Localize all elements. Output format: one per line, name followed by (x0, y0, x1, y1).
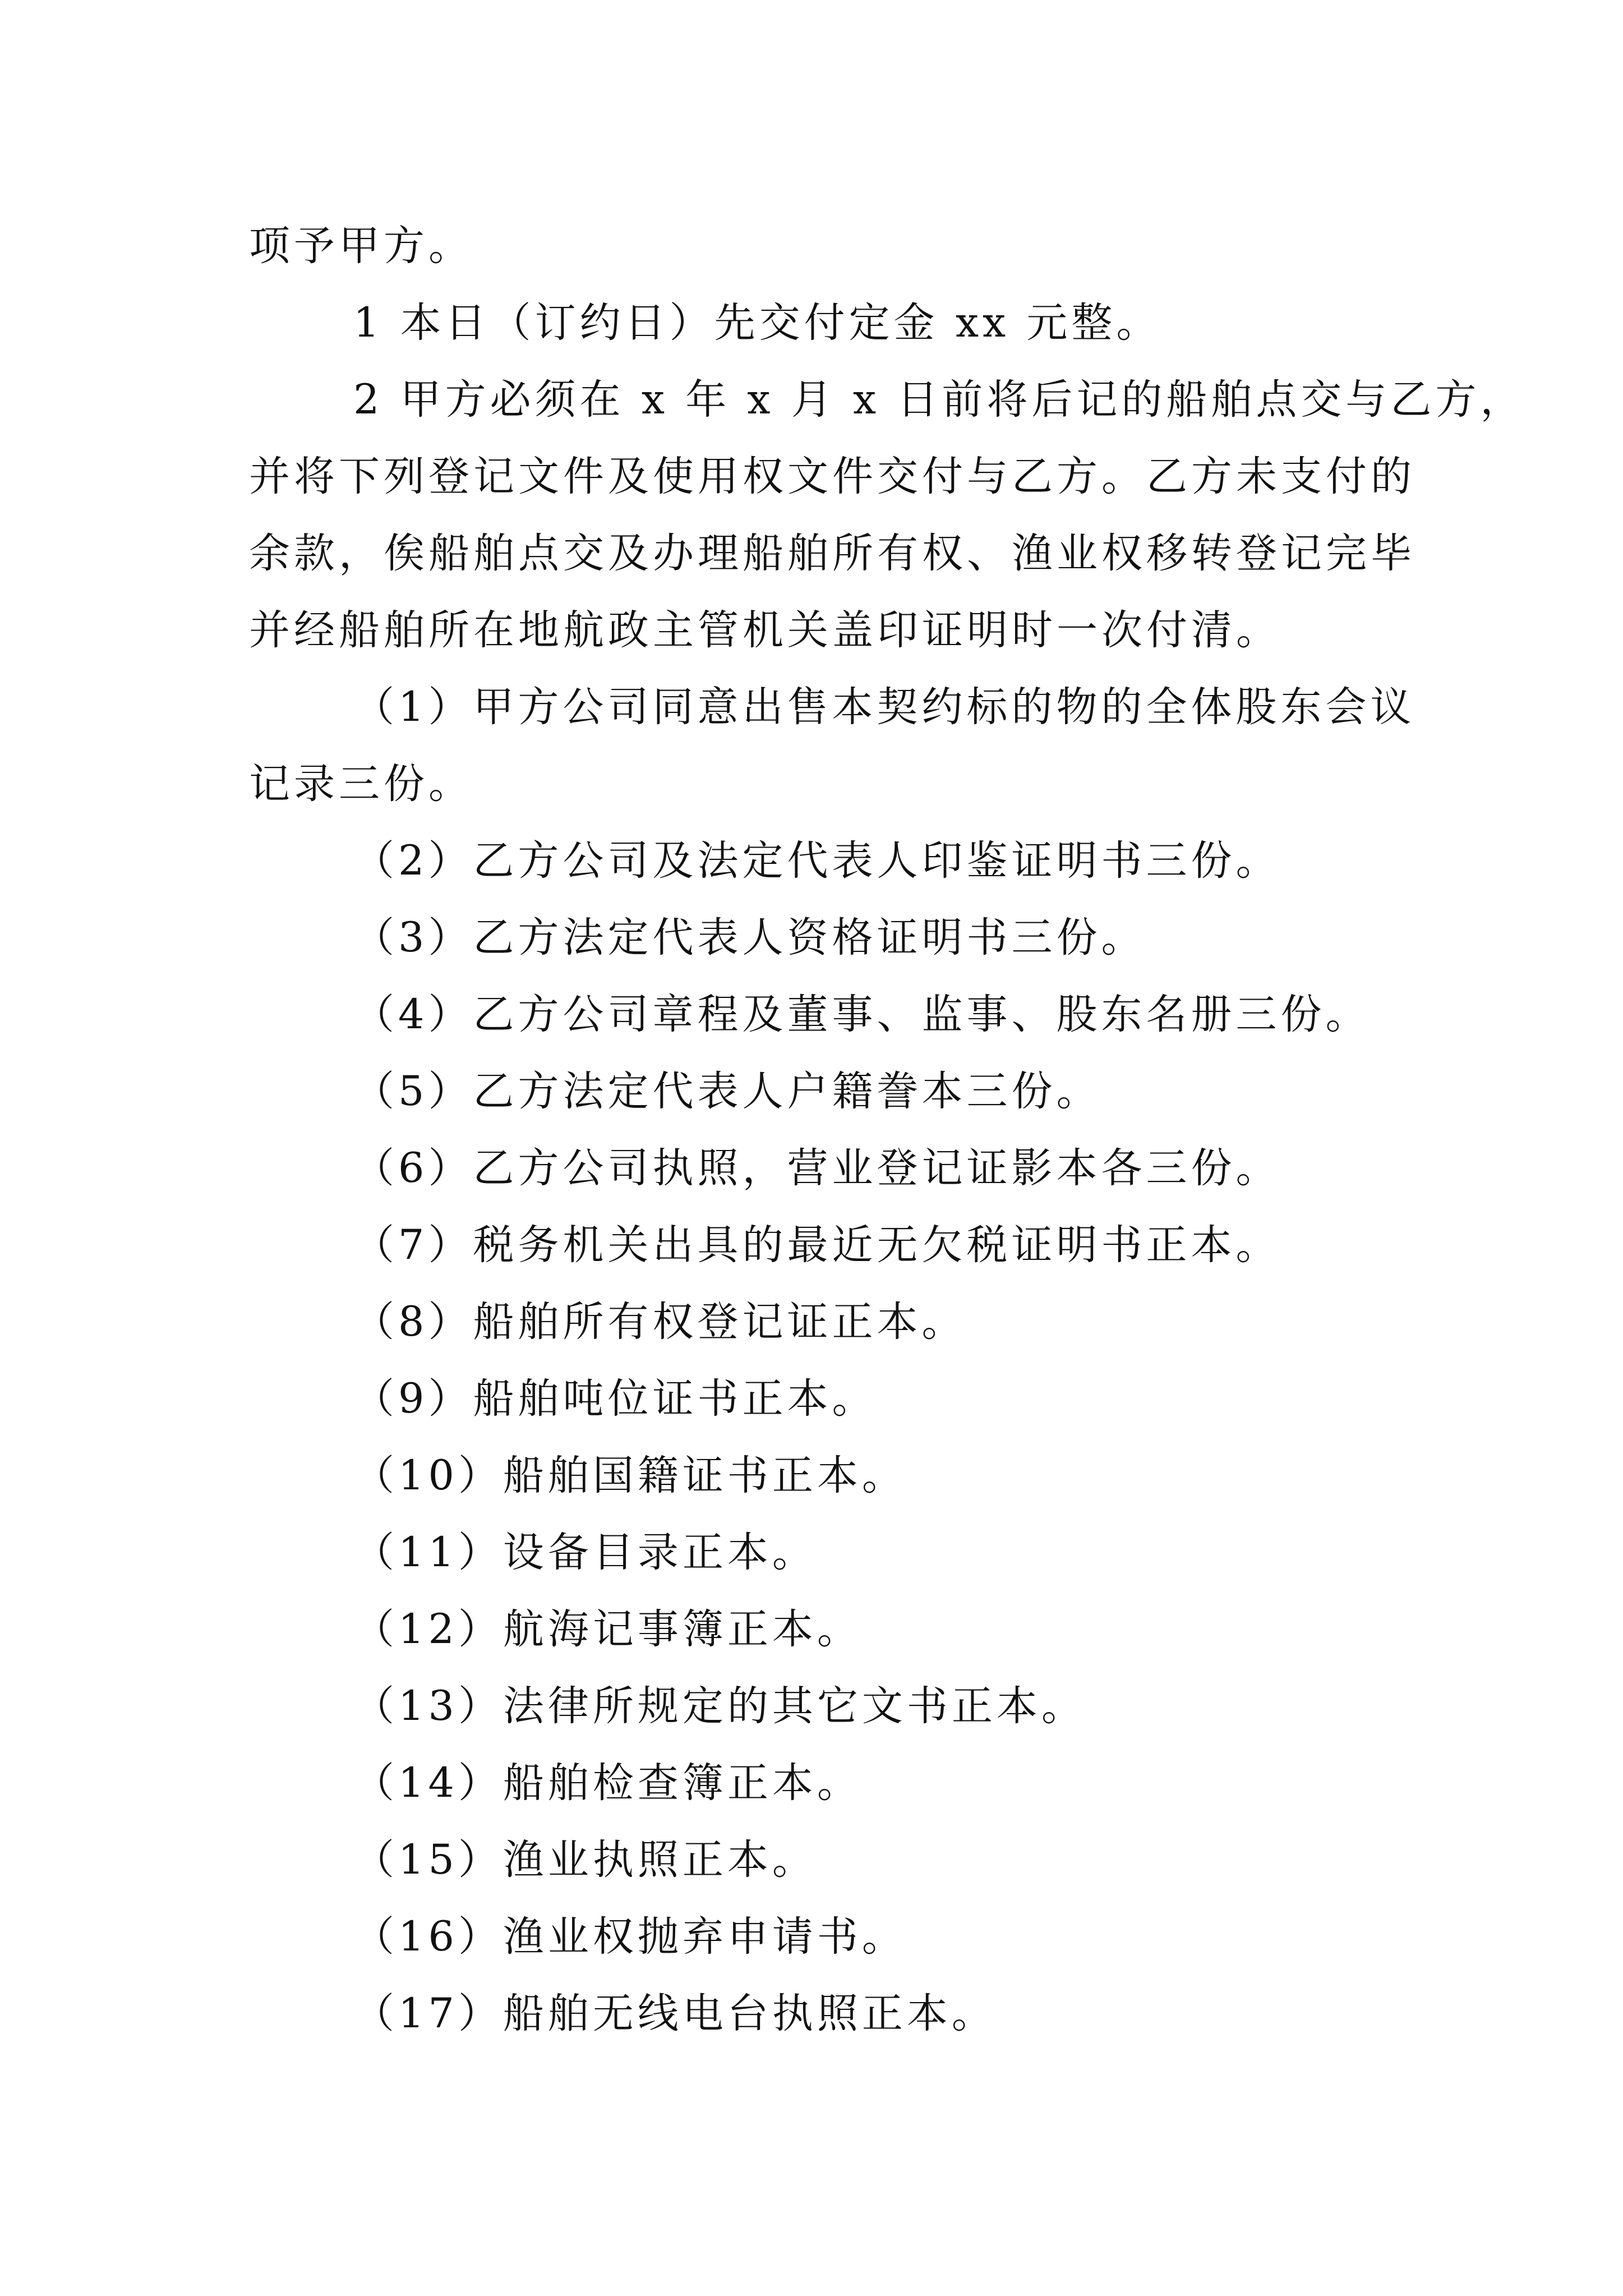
list-item: （10）船舶国籍证书正本。 (353, 1452, 907, 1499)
text-line: （1）甲方公司同意出售本契约标的物的全体股东会议 (353, 683, 1415, 731)
list-item: （12）航海记事簿正本。 (353, 1605, 862, 1653)
text-line: 2 甲方必须在 x 年 x 月 x 日前将后记的船舶点交与乙方， (353, 376, 1525, 424)
list-item: （7）税务机关出具的最近无欠税证明书正本。 (353, 1221, 1281, 1269)
text-line: 并经船舶所在地航政主管机关盖印证明时一次付清。 (249, 606, 1281, 654)
text-line: 并将下列登记文件及使用权文件交付与乙方。乙方未支付的 (249, 453, 1415, 500)
list-item: （3）乙方法定代表人资格证明书三份。 (353, 914, 1146, 961)
text-line: 余款，俟船舶点交及办理船舶所有权、渔业权移转登记完毕 (249, 530, 1415, 577)
text-line: 1 本日（订约日）先交付定金 xx 元整。 (353, 299, 1161, 347)
list-item: （13）法律所规定的其它文书正本。 (353, 1682, 1086, 1730)
list-item: （2）乙方公司及法定代表人印鉴证明书三份。 (353, 837, 1281, 885)
list-item: （4）乙方公司章程及董事、监事、股东名册三份。 (353, 991, 1371, 1038)
list-item: （15）渔业执照正本。 (353, 1836, 817, 1884)
list-item: （17）船舶无线电台执照正本。 (353, 1990, 997, 2037)
document-body (249, 208, 1525, 2052)
list-item: （16）渔业权抛弃申请书。 (353, 1913, 907, 1961)
list-item: （6）乙方公司执照，营业登记证影本各三份。 (353, 1144, 1281, 1192)
list-item: （8）船舶所有权登记证正本。 (353, 1298, 967, 1346)
list-item: （11）设备目录正本。 (353, 1529, 817, 1576)
text-line: 记录三份。 (249, 760, 473, 808)
text-line: 项予甲方。 (249, 222, 473, 270)
list-item: （9）船舶吨位证书正本。 (353, 1375, 877, 1423)
list-item: （5）乙方法定代表人户籍誊本三份。 (353, 1068, 1101, 1115)
list-item: （14）船舶检查簿正本。 (353, 1759, 862, 1807)
